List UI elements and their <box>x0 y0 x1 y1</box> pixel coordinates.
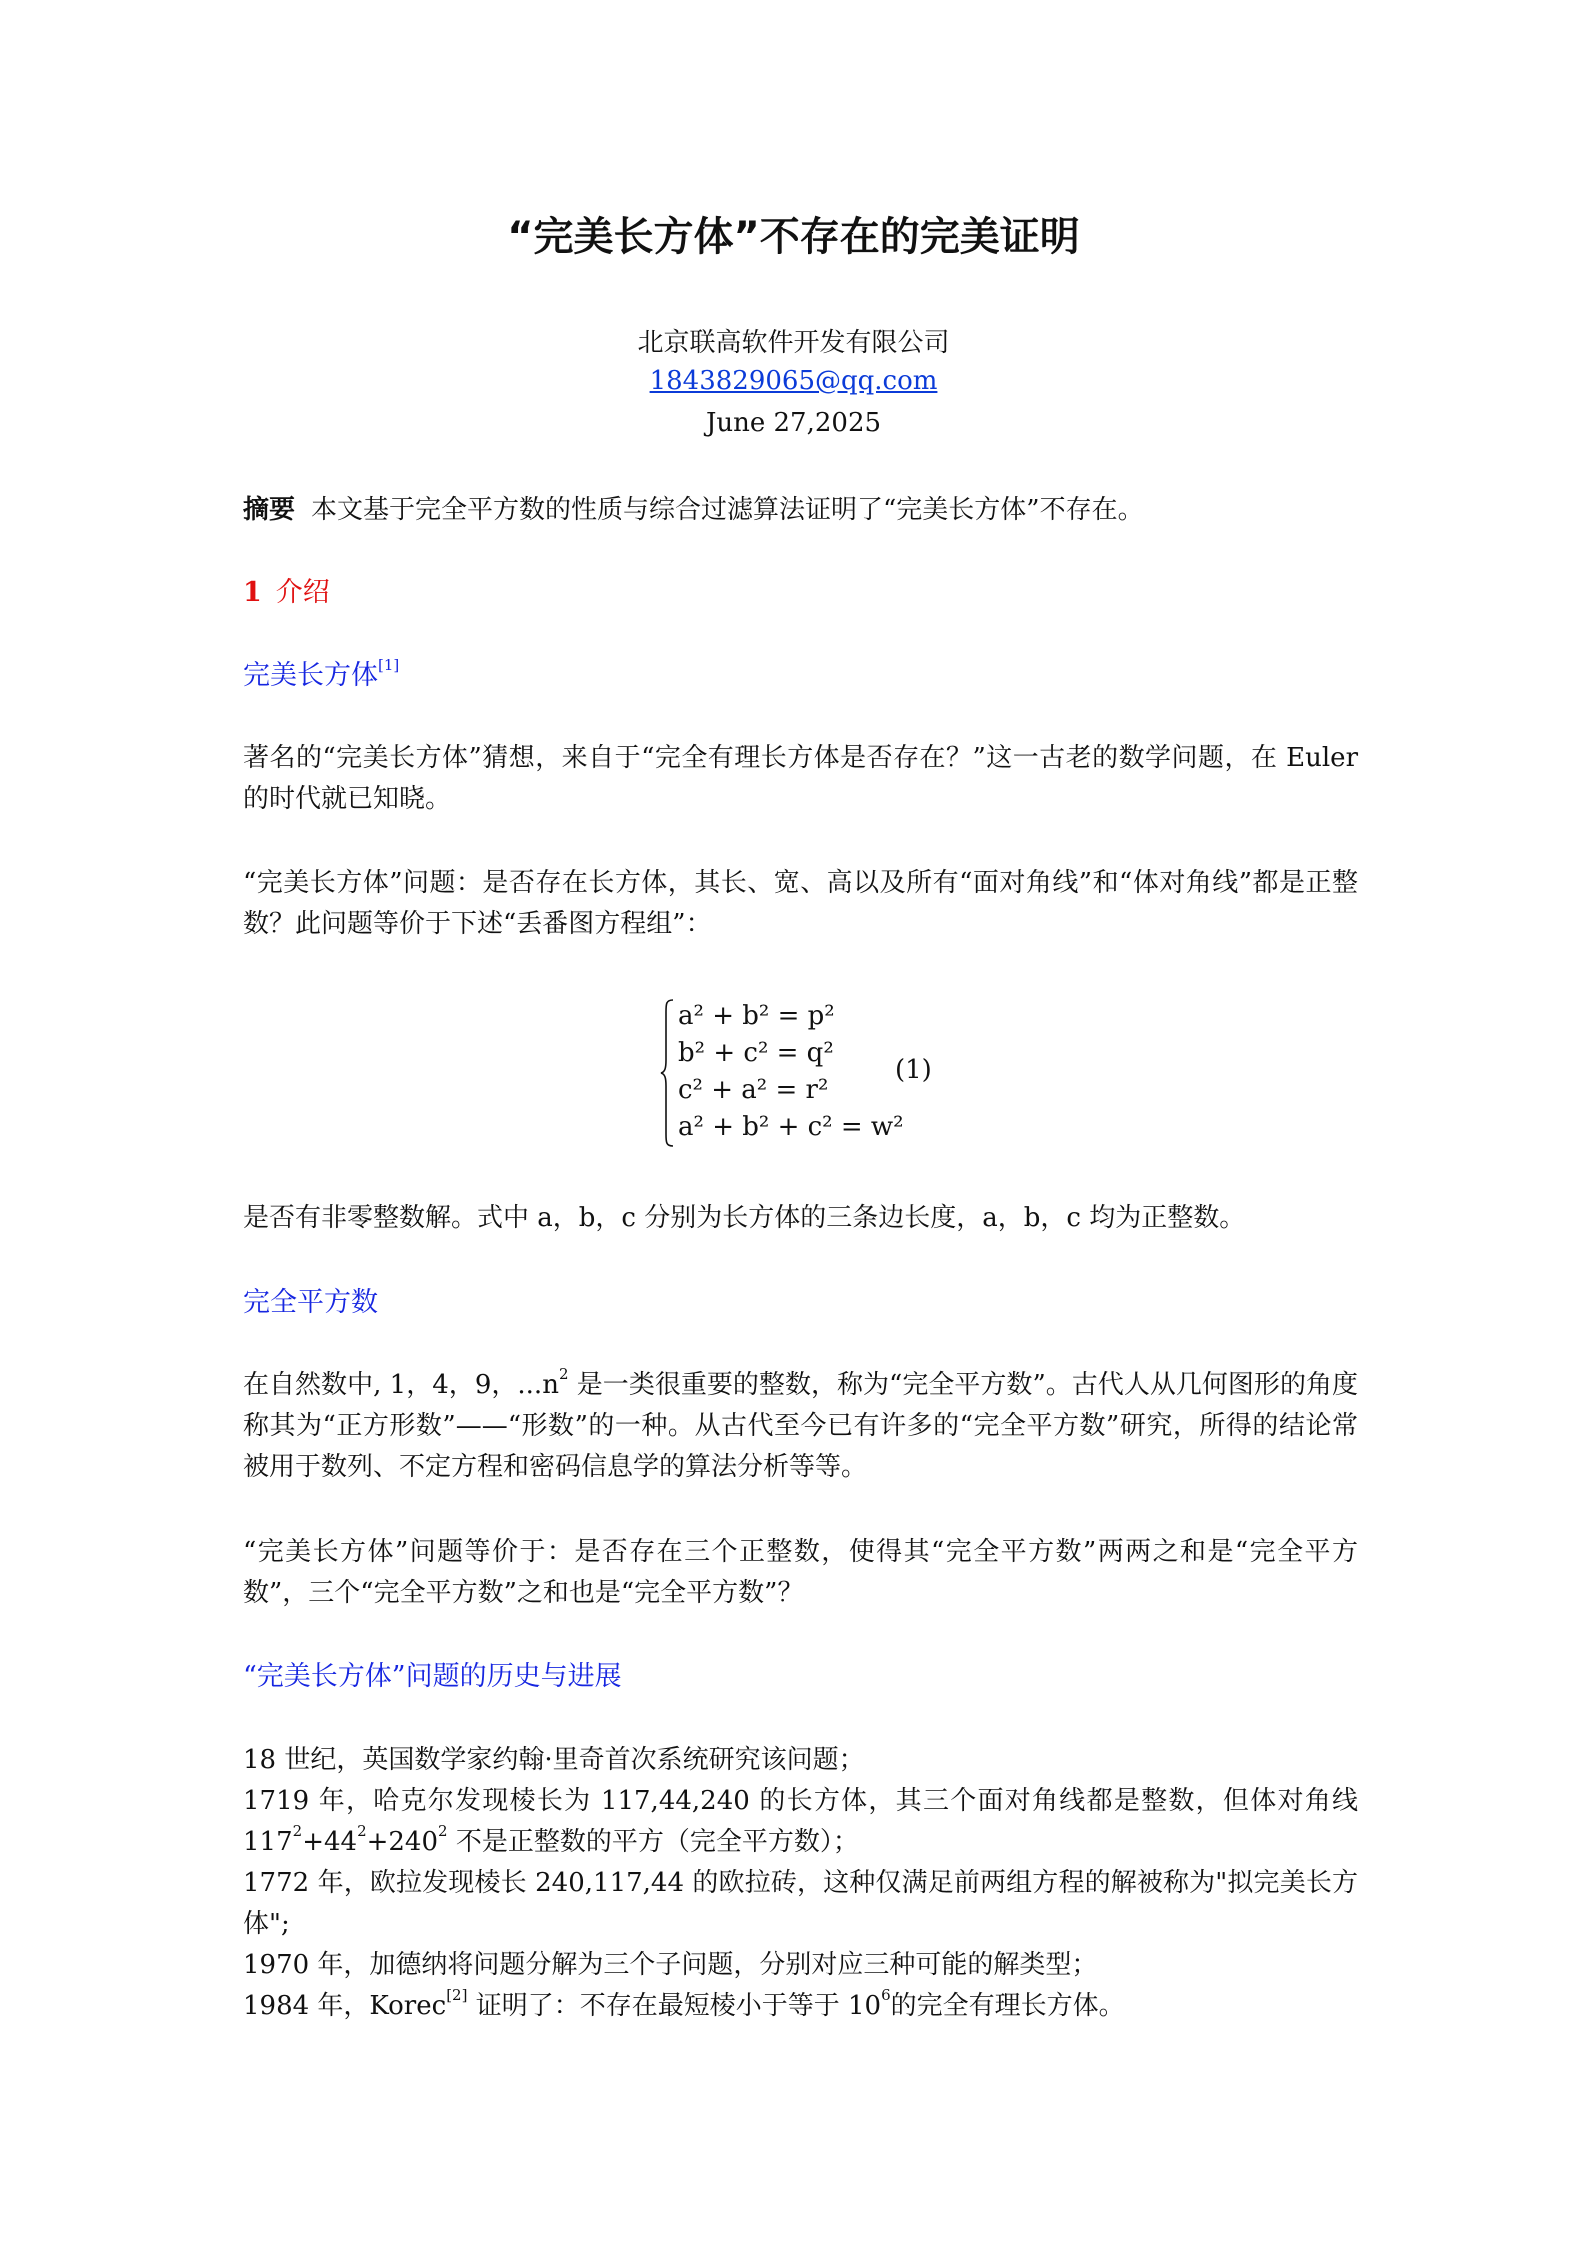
section-number: 1 <box>243 577 262 608</box>
subsection-heading-history: “完美长方体”问题的历史与进展 <box>243 1661 622 1692</box>
equation-number: (1) <box>895 1055 932 1085</box>
history-text: +44 <box>302 1827 358 1857</box>
section-title: 介绍 <box>275 577 330 608</box>
history-text: 不是正整数的平方（完全平方数）； <box>447 1827 859 1857</box>
paper-title: “完美长方体”不存在的完美证明 <box>507 214 1080 260</box>
paragraph-variables: 是否有非零整数解。式中 a，b，c 分别为长方体的三条边长度，a，b，c 均为正整数。 <box>243 1203 1246 1233</box>
paragraph-text: 是一类很重要的整数，称为“完全平方数”。古代人从几何图形的角度称其为“正方形数”——“形数”的一种。从古代至今已有许多的“完全平方数”研究，所得的结论常被用于数列、不定方程和密码信息学的算法分析等等。 <box>243 1370 1358 1482</box>
subsection-heading-perfect-cuboid <box>243 655 1358 696</box>
citation-ref-1[interactable]: [1] <box>378 656 400 674</box>
abstract-label: 摘要 <box>243 495 296 525</box>
subsection-heading-perfect-square: 完全平方数 <box>243 1287 378 1318</box>
history-text: +240 <box>366 1827 439 1857</box>
history-item: 1772 年，欧拉发现棱长 240,117,44 的欧拉砖，这种仅满足前两组方程的解被称为"拟完美长方体"; <box>243 1868 1358 1939</box>
citation-ref-2[interactable]: [2] <box>446 1986 468 2005</box>
superscript: 2 <box>558 1365 569 1384</box>
superscript: 2 <box>357 1822 367 1841</box>
paragraph-conjecture: 著名的“完美长方体”猜想，来自于“完全有理长方体是否存在？”这一古老的数学问题，在 Euler 的时代就已知晓。 <box>243 743 1358 814</box>
superscript: 6 <box>881 1986 891 2005</box>
subsection-title: 完美长方体 <box>243 660 378 691</box>
left-brace-icon <box>660 998 674 1148</box>
history-text: 1984 年，Korec <box>243 1991 447 2021</box>
author-org: 北京联高软件开发有限公司 <box>637 328 950 358</box>
equation-line: c² + a² = r² <box>678 1075 829 1105</box>
history-item <box>243 1781 1358 1863</box>
history-item: 1970 年，加德纳将问题分解为三个子问题，分别对应三种可能的解类型； <box>243 1950 1098 1980</box>
history-item <box>243 1986 1358 2027</box>
paragraph-problem-statement: “完美长方体”问题：是否存在长方体，其长、宽、高以及所有“面对角线”和“体对角线”都是正整数？此问题等价于下述“丢番图方程组”： <box>243 868 1358 939</box>
history-list <box>243 1740 1358 2027</box>
paragraph-equivalence: “完美长方体”问题等价于：是否存在三个正整数，使得其“完全平方数”两两之和是“完全平方数”，三个“完全平方数”之和也是“完全平方数”？ <box>243 1537 1358 1608</box>
superscript: 2 <box>292 1822 303 1841</box>
superscript: 2 <box>438 1822 448 1841</box>
author-email-link[interactable]: 1843829065@qq.com <box>649 366 938 396</box>
author-email-line <box>0 366 1587 396</box>
abstract <box>243 490 1358 531</box>
equation-system <box>660 998 920 1148</box>
history-text: 1719 年，哈克尔发现棱长为 117,44,240 的长方体，其三个面对角线都是整数，但体对角线 117 <box>243 1786 1358 1857</box>
equation-lines <box>678 998 904 1146</box>
abstract-text: 本文基于完全平方数的性质与综合过滤算法证明了“完美长方体”不存在。 <box>311 495 1144 525</box>
paper-date: June 27,2025 <box>705 408 882 438</box>
history-text: 的完全有理长方体。 <box>890 1991 1125 2021</box>
history-text: 证明了：不存在最短棱小于等于 10 <box>467 1991 882 2021</box>
equation-line: b² + c² = q² <box>678 1038 834 1068</box>
paragraph-text: 在自然数中, 1，4，9，...n <box>243 1370 559 1400</box>
section-heading-intro <box>243 572 1358 613</box>
equation-line: a² + b² = p² <box>678 1001 835 1031</box>
equation-line: a² + b² + c² = w² <box>678 1112 904 1142</box>
history-item: 18 世纪，英国数学家约翰·里奇首次系统研究该问题； <box>243 1745 865 1775</box>
paragraph-perfect-squares <box>243 1365 1358 1488</box>
